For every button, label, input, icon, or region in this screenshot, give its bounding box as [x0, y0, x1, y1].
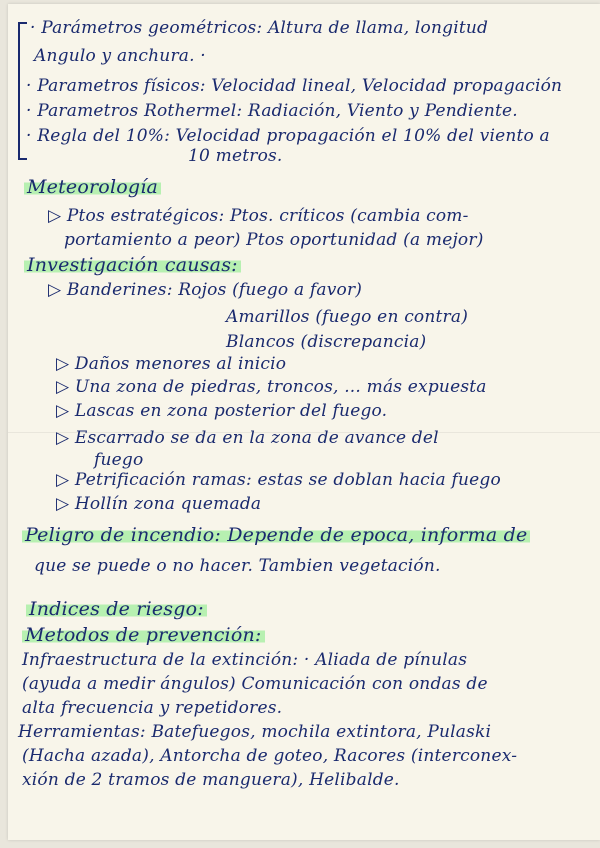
note-line: ▷ Escarrado se da en la zona de avance del [56, 428, 439, 448]
highlight: Metodos de prevención: [22, 624, 265, 646]
section-heading [26, 598, 207, 620]
note-line: ▷ Daños menores al inicio [56, 354, 287, 374]
note-line: Blancos (discrepancia) [226, 332, 427, 352]
highlight: Indices de riesgo: [26, 598, 207, 620]
section-heading [22, 524, 530, 546]
note-line: 10 metros. [188, 146, 283, 166]
note-line: fuego [94, 450, 144, 470]
note-line: ▷ Petrificación ramas: estas se doblan hacia fuego [56, 470, 501, 490]
section-heading [24, 176, 161, 198]
section-heading [24, 254, 241, 276]
note-line: (Hacha azada), Antorcha de goteo, Racores (interconex- [22, 746, 518, 766]
note-line: ▷ Banderines: Rojos (fuego a favor) [48, 280, 363, 300]
note-line: ▷ Una zona de piedras, troncos, ... más expuesta [56, 377, 487, 397]
note-line: ▷ Ptos estratégicos: Ptos. críticos (cambia com- [48, 206, 469, 226]
note-line: Infraestructura de la extinción: · Aliada de pínulas [22, 650, 468, 670]
note-line: (ayuda a medir ángulos) Comunicación con ondas de [22, 674, 488, 694]
notebook-page [8, 4, 600, 840]
note-line: que se puede o no hacer. Tambien vegetación. [34, 556, 441, 576]
note-line: · Parametros Rothermel: Radiación, Viento y Pendiente. [26, 101, 518, 121]
note-line: xión de 2 tramos de manguera), Helibalde. [22, 770, 400, 790]
note-line: ▷ Lascas en zona posterior del fuego. [56, 401, 388, 421]
note-line: portamiento a peor) Ptos oportunidad (a mejor) [64, 230, 484, 250]
note-line: · Regla del 10%: Velocidad propagación el 10% del viento a [26, 126, 550, 146]
note-line: Angulo y anchura. · [34, 46, 206, 66]
note-line: ▷ Hollín zona quemada [56, 494, 262, 514]
section-heading [22, 624, 265, 646]
highlight: Peligro de incendio: Depende de epoca, informa de [22, 524, 530, 546]
highlight: Investigación causas: [24, 254, 241, 276]
highlight: Meteorología [24, 176, 161, 198]
note-line: Amarillos (fuego en contra) [226, 307, 469, 327]
note-line: alta frecuencia y repetidores. [22, 698, 283, 718]
note-line: · Parámetros geométricos: Altura de llama, longitud [30, 18, 489, 38]
note-line: · Parametros físicos: Velocidad lineal, Velocidad propagación [26, 76, 563, 96]
note-line: Herramientas: Batefuegos, mochila extintora, Pulaski [18, 722, 492, 742]
